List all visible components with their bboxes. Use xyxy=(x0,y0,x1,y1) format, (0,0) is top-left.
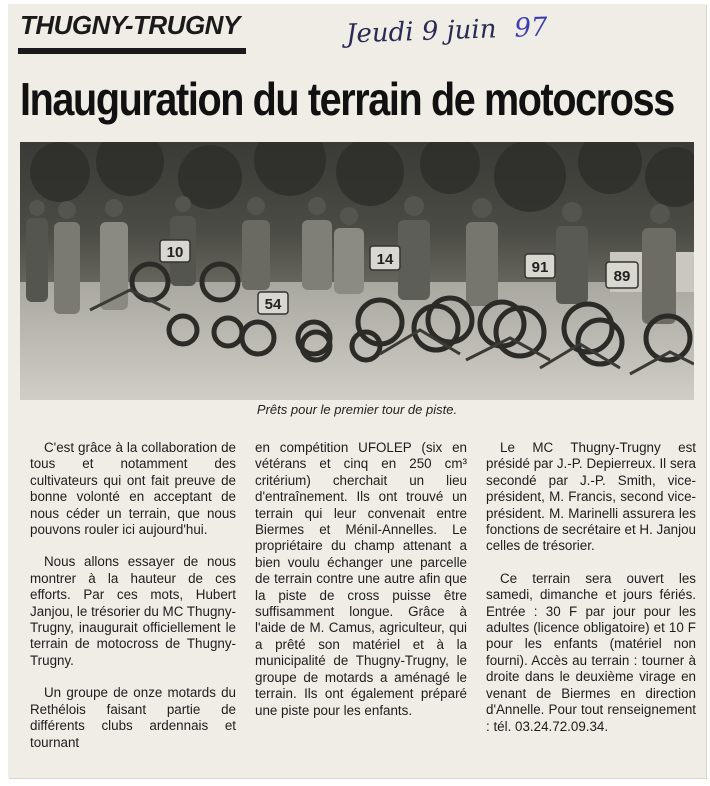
paragraph: en compétition UFOLEP (six en vétérans et cinq en 250 cm³ critérium) cherchait un lieu d'entraînement. Ils ont trouvé un terrain qui leur convenait entre Biermes et Ménil-Annelles. Le propriétaire du champ attenant a bien voulu échanger une parcelle de terrain contre une autre afin que la piste de cross puisse être suffisamment longue. Grâce à l'aide de M. Camus, agriculteur, qui a prêté son matériel et à la municipalité de Thugny-Trugny, le groupe de motards a aménagé le terrain. Ils ont également préparé une piste pour les enfants. xyxy=(255,440,467,718)
paragraph: Le MC Thugny-Trugny est présidé par J.-P. Depierreux. Il sera secondé par J.-P. Smith, vice-président, M. Francis, second vice-président. M. Marinelli assurera les fonctions de secrétaire et H. Janjou celles de trésorier. xyxy=(486,440,696,554)
plate-number: 10 xyxy=(166,244,184,261)
photo-caption: Prêts pour le premier tour de piste. xyxy=(256,402,458,417)
paragraph: C'est grâce à la collaboration de tous et notamment des cultivateurs qui ont fait preuve de bonne volonté en acceptant de nous céder un terrain, que nous pouvons rouler ici aujourd'hui. xyxy=(30,440,236,538)
article-column-3 xyxy=(486,440,696,751)
paragraph: Un groupe de onze motards du Rethélois faisant partie de différents clubs ardennais et tournant xyxy=(30,685,236,750)
plate-number: 54 xyxy=(264,296,282,313)
paragraph: Nous allons essayer de nous montrer à la hauteur de ces efforts. Par ces mots, Hubert Janjou, le trésorier du MC Thugny-Trugny, inaugurait officiellement le terrain de motocross de Thugny-Trugny. xyxy=(30,554,236,668)
photo-illustration xyxy=(20,142,694,400)
plate-number: 14 xyxy=(376,251,394,268)
paragraph: Ce terrain sera ouvert les samedi, dimanche et jours fériés. Entrée : 30 F par jour pour les adultes (licence obligatoire) et 10 F pour les enfants (matériel non fourni). Accès au terrain : tourner à droite dans le deuxième virage en venant de Biermes en direction d'Annelle. Pour tout renseignement : tél. 03.24.72.09.34. xyxy=(486,570,696,734)
section-rule xyxy=(18,48,246,54)
motocross-photo xyxy=(20,142,694,400)
plate-number: 91 xyxy=(531,259,549,276)
handwritten-year: 97 xyxy=(513,12,549,44)
section-heading: THUGNY-TRUGNY xyxy=(20,10,240,40)
headline: Inauguration du terrain de motocross xyxy=(20,73,674,125)
handwritten-day: Jeudi 9 juin xyxy=(345,14,497,50)
plate-number: 89 xyxy=(613,268,631,285)
article-column-2 xyxy=(255,440,467,735)
article-column-1 xyxy=(30,440,236,767)
